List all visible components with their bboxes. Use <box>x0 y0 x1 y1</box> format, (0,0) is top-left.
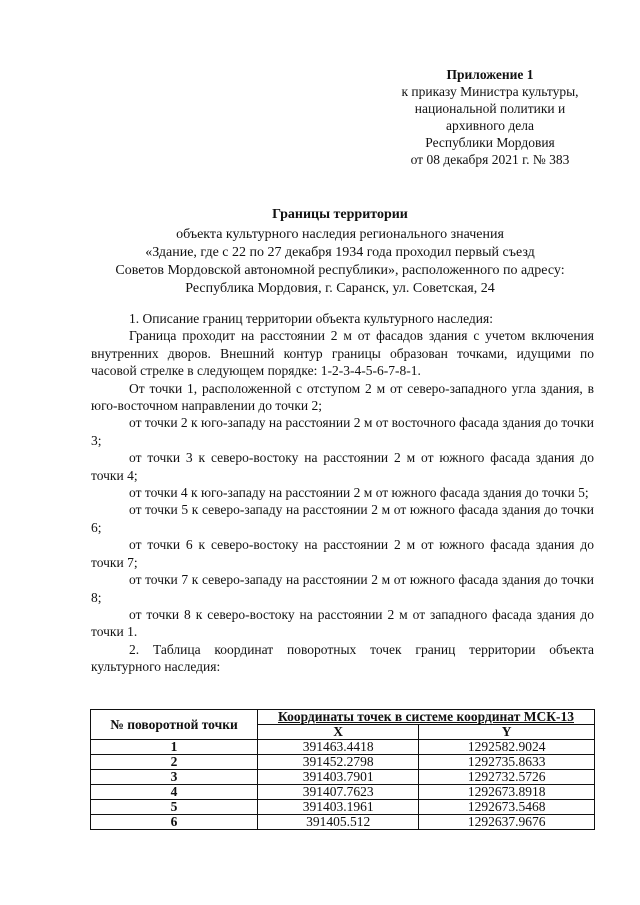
table-row <box>91 770 595 785</box>
header-coordinates: Координаты точек в системе координат МСК-13 <box>258 710 595 725</box>
document-heading <box>60 206 620 298</box>
point-number: 1 <box>91 740 258 755</box>
coord-x: 391403.1961 <box>258 800 419 815</box>
table-row <box>91 785 595 800</box>
point-number: 5 <box>91 800 258 815</box>
appendix-line: от 08 декабря 2021 г. № 383 <box>410 152 570 167</box>
coord-x: 391405.512 <box>258 815 419 830</box>
coord-x: 391452.2798 <box>258 755 419 770</box>
paragraph: Граница проходит на расстоянии 2 м от фасадов здания с учетом включения внутренних дворов. Внешний контур границы образован точками, идущими по часовой стрелке в следующем порядке: 1-2-3-4-5-6-7-8-1. <box>91 328 594 379</box>
appendix-line: национальной политики и <box>414 101 566 116</box>
point-number: 3 <box>91 770 258 785</box>
paragraph: 2. Таблица координат поворотных точек границ территории объекта культурного наследия: <box>91 641 594 675</box>
table-row <box>91 800 595 815</box>
table-row <box>91 740 595 755</box>
coord-y: 1292673.5468 <box>419 800 595 815</box>
paragraph: От точки 1, расположенной с отступом 2 м от северо-западного угла здания, в юго-восточном направлении до точки 2; <box>91 380 594 414</box>
heading-line: Советов Мордовской автономной республики», расположенного по адресу: <box>115 263 565 278</box>
heading-line: Республика Мордовия, г. Саранск, ул. Советская, 24 <box>185 281 495 296</box>
appendix-line: Республики Мордовия <box>425 135 555 150</box>
heading-line: объекта культурного наследия регионального значения <box>176 227 504 242</box>
coordinates-table <box>90 709 595 830</box>
table-header-row <box>91 710 595 725</box>
appendix-line: к приказу Министра культуры, <box>401 84 579 99</box>
coord-y: 1292735.8633 <box>419 755 595 770</box>
paragraph: от точки 3 к северо-востоку на расстоянии 2 м от южного фасада здания до точки 4; <box>91 450 594 483</box>
point-number: 6 <box>91 815 258 830</box>
coord-x: 391463.4418 <box>258 740 419 755</box>
appendix-title: Приложение 1 <box>446 67 534 82</box>
paragraph: от точки 6 к северо-востоку на расстоянии 2 м от южного фасада здания до точки 7; <box>91 537 594 570</box>
table-row <box>91 755 595 770</box>
heading-line: «Здание, где с 22 по 27 декабря 1934 года проходил первый съезд <box>145 245 535 260</box>
header-x: X <box>258 725 419 740</box>
paragraph: от точки 8 к северо-востоку на расстоянии 2 м от западного фасада здания до точки 1. <box>91 606 594 640</box>
appendix-line: архивного дела <box>446 118 534 133</box>
heading-title: Границы территории <box>272 207 408 222</box>
coord-y: 1292732.5726 <box>419 770 595 785</box>
point-number: 2 <box>91 755 258 770</box>
coord-y: 1292582.9024 <box>419 740 595 755</box>
header-y: Y <box>419 725 595 740</box>
point-number: 4 <box>91 785 258 800</box>
paragraph: от точки 4 к юго-западу на расстоянии 2 м от южного фасада здания до точки 5; <box>129 485 589 501</box>
coord-x: 391407.7623 <box>258 785 419 800</box>
paragraph: от точки 5 к северо-западу на расстоянии 2 м от южного фасада здания до точки 6; <box>91 502 594 535</box>
coord-x: 391403.7901 <box>258 770 419 785</box>
body-text <box>91 310 594 676</box>
table-row <box>91 815 595 830</box>
paragraph: от точки 7 к северо-западу на расстоянии 2 м от южного фасада здания до точки 8; <box>91 572 594 605</box>
coord-y: 1292637.9676 <box>419 815 595 830</box>
coord-y: 1292673.8918 <box>419 785 595 800</box>
paragraph: от точки 2 к юго-западу на расстоянии 2 м от восточного фасада здания до точки 3; <box>91 415 594 448</box>
appendix-block <box>370 66 610 168</box>
paragraph: 1. Описание границ территории объекта культурного наследия: <box>129 311 493 326</box>
header-point-number: № поворотной точки <box>91 710 258 740</box>
